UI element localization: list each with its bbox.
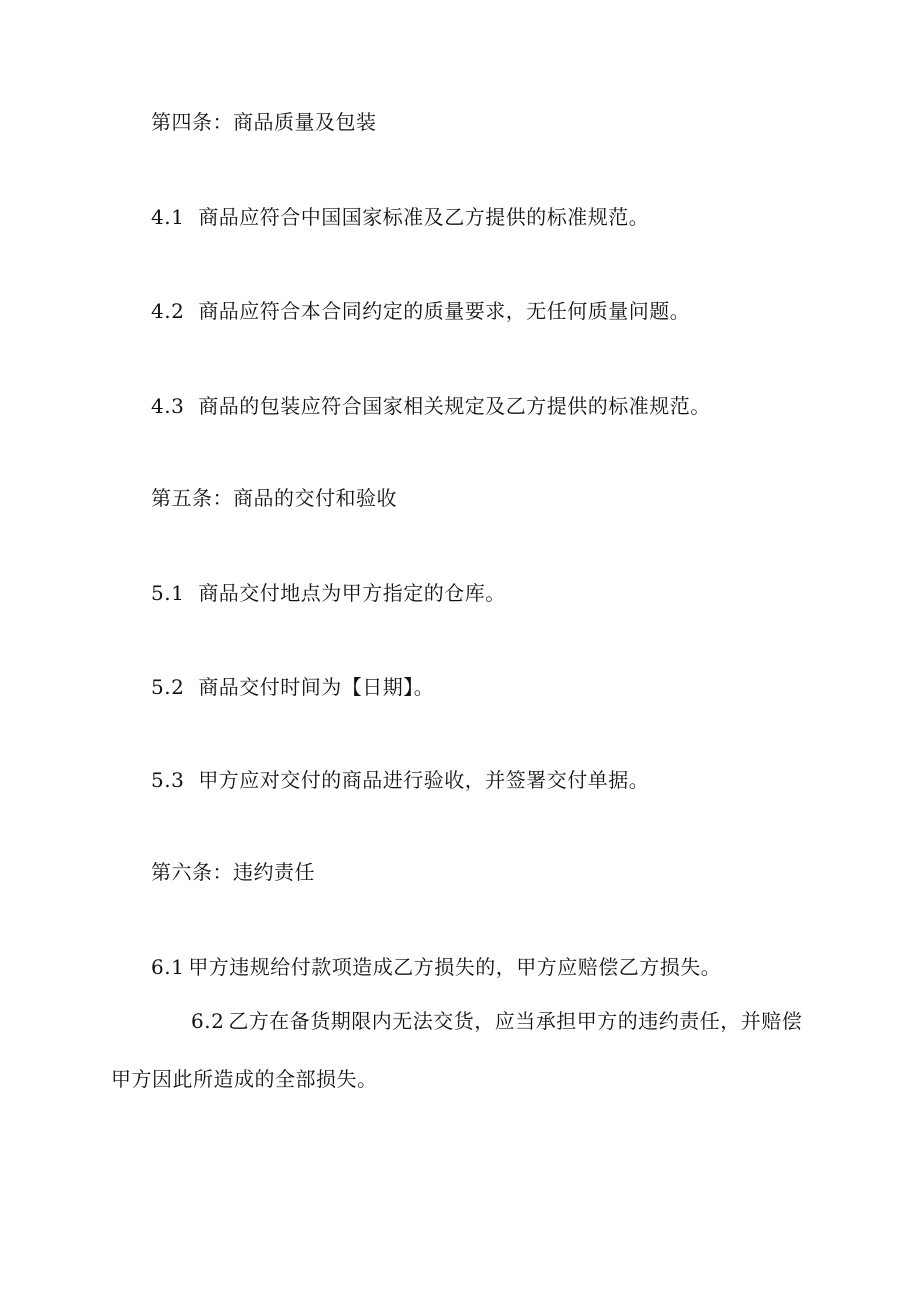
clause-text: 商品的包装应符合国家相关规定及乙方提供的标准规范。 [198,394,711,418]
clause-number: 5.2 [151,675,185,699]
clause-text: 甲方违规给付款项造成乙方损失的，甲方应赔偿乙方损失。 [188,955,722,979]
clause-number: 4.1 [151,205,185,229]
clause-6-1 [151,953,721,981]
clause-4-3 [151,392,711,420]
clause-6-2 [111,992,811,1108]
clause-number: 5.1 [151,581,185,605]
article-5-heading: 第五条：商品的交付和验收 [151,486,397,510]
clause-5-1 [151,579,506,607]
clause-number: 6.2 [191,1009,225,1033]
clause-number: 6.1 [151,955,185,979]
clause-text: 商品应符合中国国家标准及乙方提供的标准规范。 [198,205,650,229]
clause-4-1 [151,203,649,231]
clause-text: 商品交付时间为【日期】。 [198,675,435,699]
clause-5-2 [151,673,434,701]
clause-4-2 [151,297,690,325]
article-6-heading: 第六条：违约责任 [151,860,315,884]
article-4-heading: 第四条：商品质量及包装 [151,110,377,134]
clause-text: 乙方在备货期限内无法交货，应当承担甲方的违约责任，并赔偿甲方因此所造成的全部损失。 [111,1009,803,1091]
clause-number: 5.3 [151,768,185,792]
clause-text: 甲方应对交付的商品进行验收，并签署交付单据。 [198,768,650,792]
clause-text: 商品交付地点为甲方指定的仓库。 [198,581,506,605]
clause-number: 4.3 [151,394,185,418]
clause-number: 4.2 [151,299,185,323]
clause-text: 商品应符合本合同约定的质量要求，无任何质量问题。 [198,299,691,323]
clause-5-3 [151,766,649,794]
